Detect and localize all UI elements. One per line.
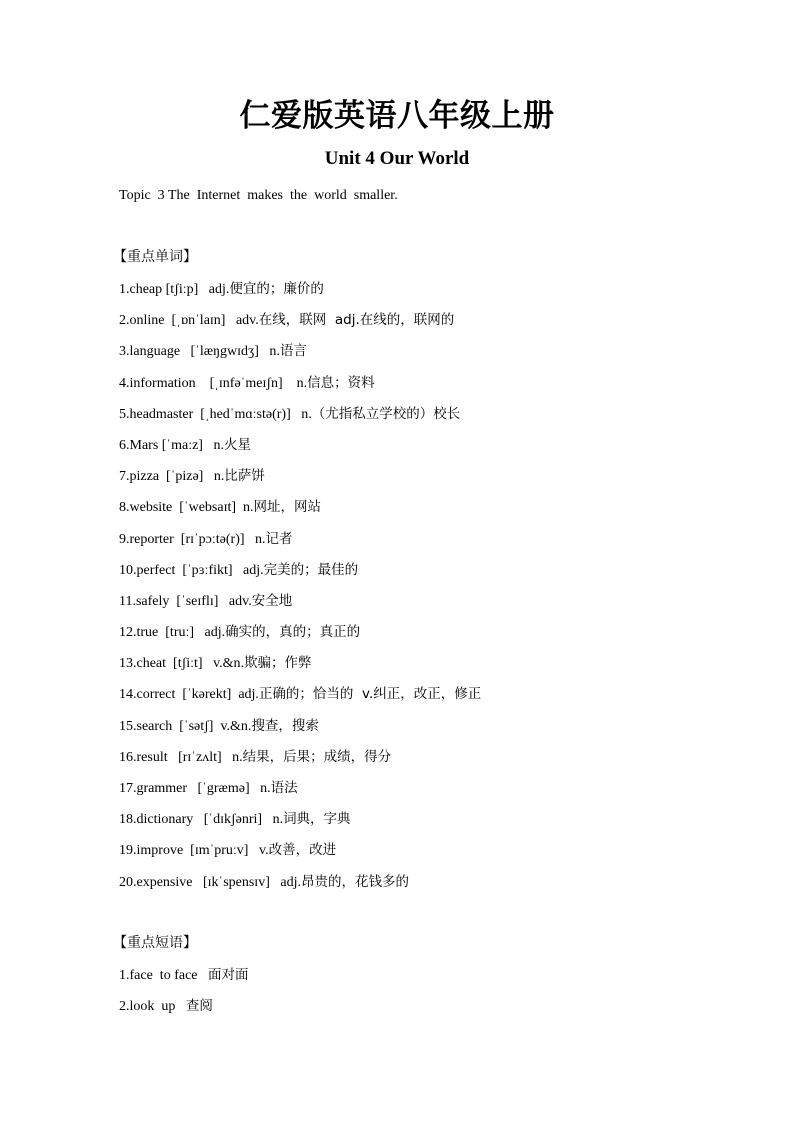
phrase-item: 2.look up 查阅 bbox=[119, 998, 213, 1015]
vocab-item: 4.information [ˌɪnfəˈmeɪʃn] n.信息；资料 bbox=[119, 374, 375, 391]
vocab-item: 16.result [rɪˈzʌlt] n.结果，后果；成绩，得分 bbox=[119, 748, 392, 765]
vocab-item: 20.expensive [ɪkˈspensɪv] adj.昂贵的，花钱多的 bbox=[119, 873, 409, 890]
vocab-item: 2.online [ˌɒnˈlaɪn] adv.在线，联网 adj.在线的，联网的 bbox=[119, 312, 455, 329]
vocab-item: 12.true [truː] adj.确实的，真的；真正的 bbox=[119, 624, 361, 641]
vocab-item: 1.cheap [tʃiːp] adj.便宜的；廉价的 bbox=[119, 281, 324, 297]
phrases-list bbox=[119, 964, 249, 1026]
vocab-item: 18.dictionary [ˈdɪkʃənri] n.词典，字典 bbox=[119, 811, 351, 828]
vocabulary-list bbox=[119, 278, 481, 902]
vocab-item: 19.improve [ɪmˈpruːv] v.改善，改进 bbox=[119, 842, 337, 859]
vocab-item: 17.grammer [ˈgræmə] n.语法 bbox=[119, 780, 298, 796]
topic-line: Topic 3 The Internet makes the world smaller. bbox=[119, 188, 398, 203]
vocab-item: 13.cheat [tʃiːt] v.&n.欺骗；作弊 bbox=[119, 655, 312, 672]
phrases-heading: 【重点短语】 bbox=[113, 935, 197, 951]
unit-subtitle: Unit 4 Our World bbox=[324, 148, 470, 169]
vocab-item: 7.pizza [ˈpizə] n.比萨饼 bbox=[119, 468, 265, 485]
vocab-item: 9.reporter [rɪˈpɔːtə(r)] n.记者 bbox=[119, 530, 293, 547]
phrase-item: 1.face to face 面对面 bbox=[119, 967, 249, 983]
page-title: 仁爱版英语八年级上册 bbox=[239, 98, 555, 134]
vocab-item: 15.search [ˈsətʃ] v.&n.搜查，搜索 bbox=[119, 717, 319, 734]
vocab-item: 5.headmaster [ˌhedˈmɑːstə(r)] n.（尤指私立学校的）校长 bbox=[119, 405, 461, 422]
vocab-item: 8.website [ˈwebsaɪt] n.网址，网站 bbox=[119, 499, 322, 516]
vocab-item: 10.perfect [ˈpɜːfikt] adj.完美的；最佳的 bbox=[119, 561, 359, 578]
vocab-item: 14.correct [ˈkərekt] adj.正确的；恰当的 v.纠正，改正，修正 bbox=[119, 686, 482, 703]
vocab-item: 11.safely [ˈseɪflɪ] adv.安全地 bbox=[119, 592, 293, 609]
words-heading: 【重点单词】 bbox=[113, 249, 197, 265]
vocab-item: 3.language [ˈlæŋgwɪdʒ] n.语言 bbox=[119, 343, 307, 360]
vocab-item: 6.Mars [ˈmaːz] n.火星 bbox=[119, 436, 251, 453]
